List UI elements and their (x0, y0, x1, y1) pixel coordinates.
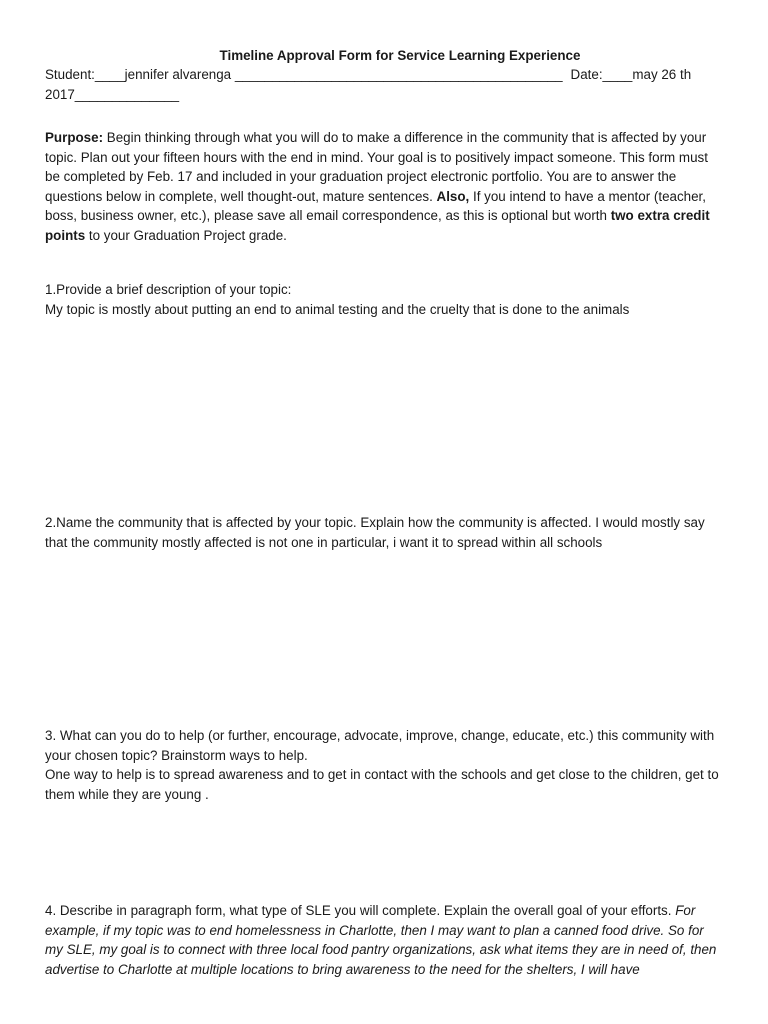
purpose-paragraph (45, 128, 725, 245)
question-2 (45, 513, 725, 552)
header-line (45, 65, 725, 104)
question-2-answer: I would mostly say that the community mostly affected is not one in particular, i want it to spread within all schools (45, 515, 705, 550)
question-3 (45, 726, 725, 804)
question-4 (45, 901, 725, 979)
question-3-answer: One way to help is to spread awareness and to get in contact with the schools and get close to the children, get to them while they are young . (45, 767, 719, 802)
purpose-text-2: If you intend to have a mentor (teacher, boss, business owner, etc.), please save all email correspondence, as this is optional but worth (45, 188, 706, 223)
date-label: Date: (570, 67, 603, 82)
question-1-answer: My topic is mostly about putting an end to animal testing and the cruelty that is done to the animals (45, 301, 630, 317)
date-value: ____may 26 th (602, 67, 692, 82)
purpose-text-3: to your Graduation Project grade. (85, 227, 287, 243)
question-1 (45, 280, 725, 319)
question-2-text (45, 513, 725, 552)
student-value: ____jennifer alvarenga ____________________________________________ (94, 67, 563, 82)
question-1-prompt: 1.Provide a brief description of your topic: (45, 282, 292, 297)
question-4-text (45, 901, 725, 979)
purpose-label: Purpose: (45, 130, 104, 145)
form-title: Timeline Approval Form for Service Learning Experience (219, 48, 581, 63)
question-2-prompt: 2.Name the community that is affected by your topic. Explain how the community is affected. (45, 515, 592, 530)
question-4-example: For example, if my topic was to end homelessness in Charlotte, then I may want to plan a canned food drive. So for my SLE, my goal is to connect with three local food pantry organizations, ask what items they are in need of, then advertise to Charlotte at multiple locations to bring awareness to the need for the shelters, I will have (45, 903, 717, 977)
student-label: Student: (45, 67, 95, 82)
date-continuation: 2017______________ (45, 86, 180, 102)
form-page (45, 46, 725, 977)
bonus-points: two extra credit points (45, 208, 710, 243)
question-3-prompt: 3. What can you do to help (or further, encourage, advocate, improve, change, educate, etc.) this community with your chosen topic? Brainstorm ways to help. (45, 728, 715, 763)
question-4-prompt: 4. Describe in paragraph form, what type of SLE you will complete. Explain the overall goal of your efforts. (45, 903, 676, 918)
also-label: Also, (436, 188, 470, 204)
purpose-text-1: Begin thinking through what you will do to make a difference in the community that is affected by your topic. Plan out your fifteen hours with the end in mind. Your goal is to positively impact someone. This form must be completed by Feb. 17 and included in your graduation project electronic portfolio. You are to answer the questions below in complete, well thought-out, mature sentences. (45, 130, 708, 204)
